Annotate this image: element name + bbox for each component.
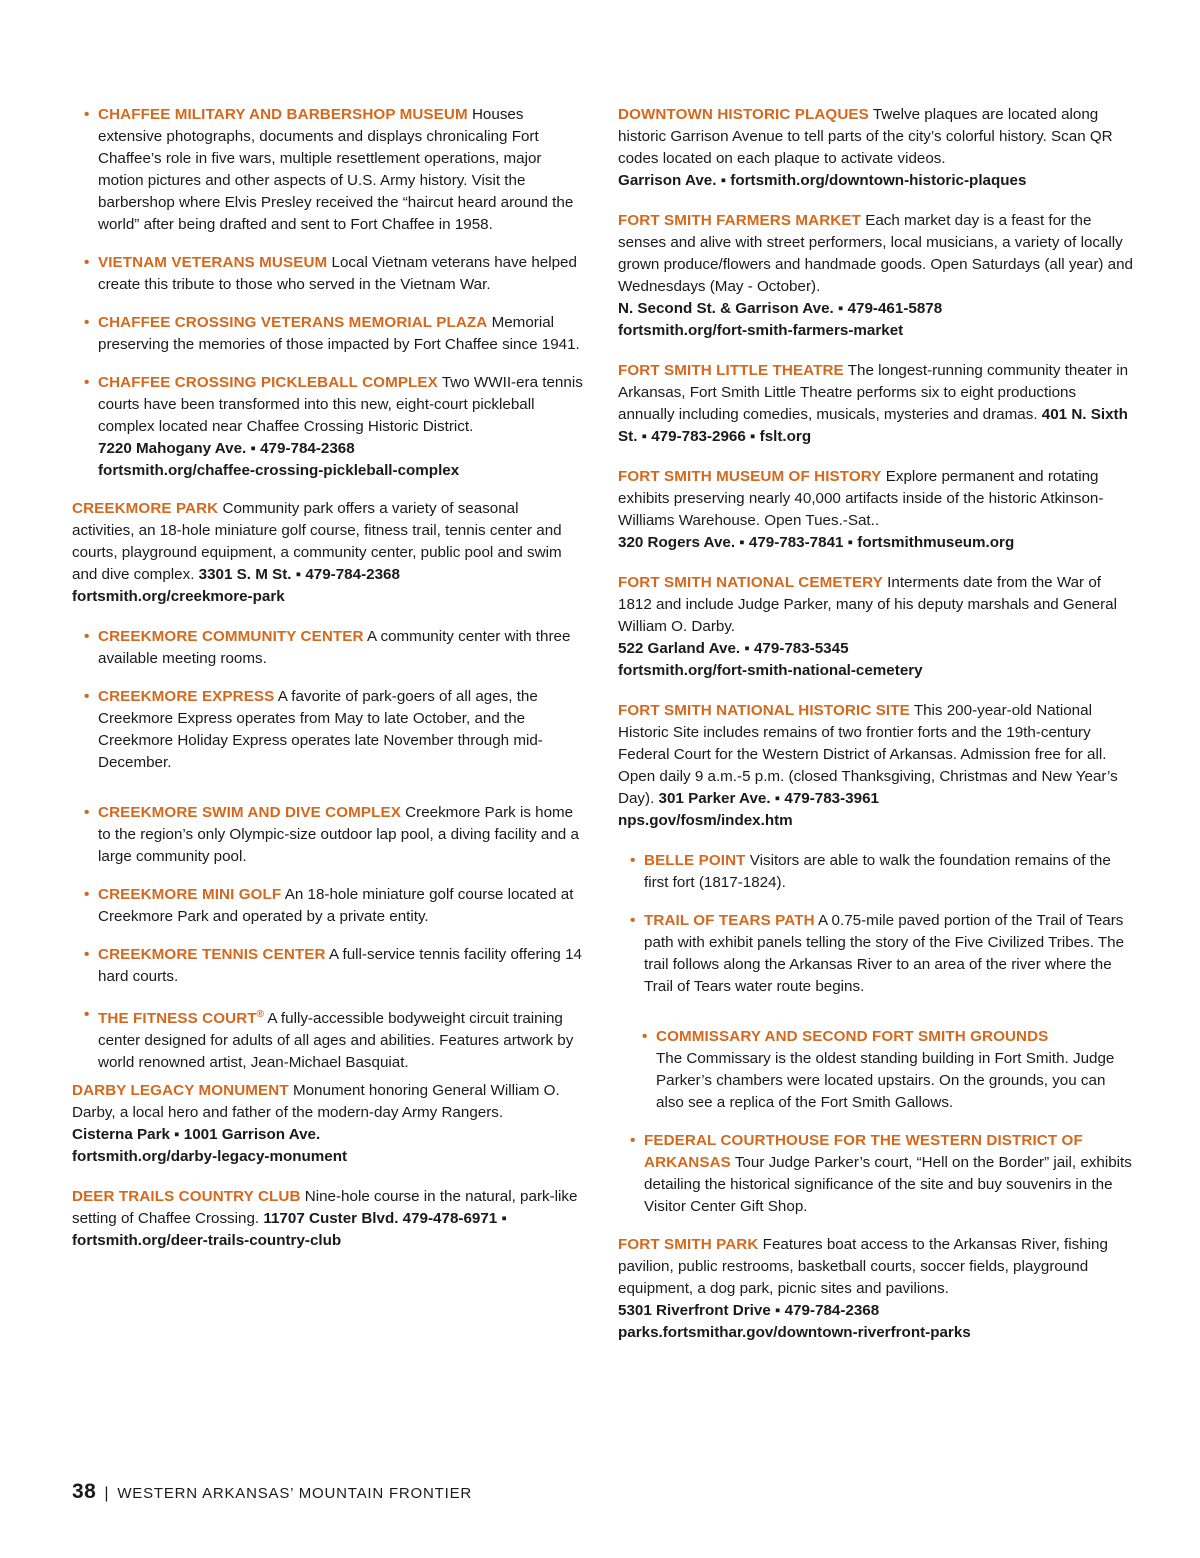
listing-description: Visitors are able to walk the foundation remains of the first fort (1817-1824).	[644, 852, 1111, 891]
listing-creekmore-swim	[72, 802, 584, 868]
listing-contact-line: 320 Rogers Ave. ▪ 479-783-7841 ▪ fortsmithmuseum.org	[618, 534, 1015, 551]
listing-deer-trails	[72, 1186, 584, 1252]
listing-contact-line: fortsmith.org/darby-legacy-monument	[72, 1148, 348, 1166]
listing-chaffee-museum	[72, 104, 584, 236]
listing-description: Tour Judge Parker’s court, “Hell on the Border” jail, exhibits detailing the historical significance of the site and buy souvenirs in the Visitor Center Gift Shop.	[644, 1154, 1132, 1215]
listing-contact-line: fortsmith.org/fort-smith-farmers-market	[618, 322, 904, 339]
listing-federal-courthouse	[618, 1130, 1133, 1218]
listing-description: Monument honoring General William O. Darby, a local hero and father of the modern-day Army Rangers.	[72, 1082, 560, 1122]
listing-name: COMMISSARY AND SECOND FORT SMITH GROUNDS	[656, 1028, 1049, 1045]
bullet-icon: •	[630, 852, 636, 869]
listing-historic-site	[618, 700, 1133, 832]
listing-contact-line: fortsmith.org/chaffee-crossing-pickleball-complex	[98, 462, 460, 479]
listing-contact-line: Garrison Ave. ▪ fortsmith.org/downtown-historic-plaques	[618, 172, 1027, 189]
listing-description: A full-service tennis facility offering 14 hard courts.	[98, 946, 582, 985]
listing-description: Local Vietnam veterans have helped create this tribute to those who served in the Vietnam War.	[98, 254, 577, 293]
listing-description: Two WWII-era tennis courts have been transformed into this new, eight-court pickleball complex located near Chaffee Crossing Historic District.	[98, 374, 583, 435]
listing-creekmore-park	[72, 498, 584, 608]
listing-description: Nine-hole course in the natural, park-like setting of Chaffee Crossing.	[72, 1188, 578, 1228]
listing-name: FORT SMITH LITTLE THEATRE	[618, 362, 844, 379]
listing-contact: 3301 S. M St. ▪ 479-784-2368	[198, 566, 400, 583]
bullet-icon: •	[84, 946, 90, 963]
listing-name: CREEKMORE SWIM AND DIVE COMPLEX	[98, 804, 401, 821]
listing-name: FORT SMITH MUSEUM OF HISTORY	[618, 468, 882, 485]
listing-commissary	[618, 1026, 1133, 1114]
listing-name: FORT SMITH FARMERS MARKET	[618, 212, 861, 229]
listing-contact-line: nps.gov/fosm/index.htm	[618, 812, 793, 829]
listing-contact-line: parks.fortsmithar.gov/downtown-riverfront-parks	[618, 1324, 971, 1341]
bullet-icon: •	[84, 106, 90, 123]
listing-description: A community center with three available meeting rooms.	[98, 628, 571, 667]
bullet-icon: •	[642, 1028, 648, 1045]
listing-name: CREEKMORE PARK	[72, 500, 219, 517]
listing-contact-line: fortsmith.org/creekmore-park	[72, 588, 285, 605]
listing-description: Community park offers a variety of seasonal activities, an 18-hole miniature golf course, fitness trail, tennis center and courts, playground equipment, a community center, public pool and swim and dive complex.	[72, 500, 562, 583]
listing-belle-point	[618, 850, 1133, 894]
page-footer	[72, 1480, 472, 1504]
bullet-icon: •	[84, 1006, 90, 1023]
listing-name: FORT SMITH PARK	[618, 1236, 759, 1253]
listing-little-theatre	[618, 360, 1133, 448]
bullet-icon: •	[630, 912, 636, 929]
listing-name: CREEKMORE MINI GOLF	[98, 886, 282, 903]
listing-fort-smith-park	[618, 1234, 1133, 1344]
footer-separator: |	[104, 1485, 110, 1502]
listing-name: FORT SMITH NATIONAL HISTORIC SITE	[618, 702, 910, 719]
listing-description: A favorite of park-goers of all ages, the Creekmore Express operates from May to late October, and the Creekmore Holiday Express operates late November through mid-December.	[98, 688, 543, 771]
listing-description: The longest-running community theater in Arkansas, Fort Smith Little Theatre performs six to eight productions annually including comedies, musicals, mysteries and dramas.	[618, 362, 1129, 423]
listing-description: A fully-accessible bodyweight circuit training center designed for adults of all ages and abilities. Features artwork by world renowned artist, Jean-Michael Basquiat.	[98, 1010, 574, 1072]
listing-memorial-plaza	[72, 312, 584, 356]
listing-contact-line: 7220 Mahogany Ave. ▪ 479-784-2368	[98, 440, 355, 457]
listing-name: DOWNTOWN HISTORIC PLAQUES	[618, 106, 869, 123]
listing-name: FORT SMITH NATIONAL CEMETERY	[618, 574, 883, 591]
listing-description: An 18-hole miniature golf course located at Creekmore Park and operated by a private entity.	[98, 886, 574, 925]
bullet-icon: •	[84, 314, 90, 331]
listing-description: This 200-year-old National Historic Site includes remains of two frontier forts and the 19th-century Federal Court for the Western District of Arkansas. Admission free for all. Open daily 9 a.m.-5 p.m. (closed Thanksgiving, Christmas and New Year’s Day).	[618, 702, 1118, 807]
listing-contact-line: Cisterna Park ▪ 1001 Garrison Ave.	[72, 1126, 321, 1144]
listing-name: CHAFFEE MILITARY AND BARBERSHOP MUSEUM	[98, 106, 468, 123]
page-number: 38	[72, 1480, 97, 1503]
listing-pickleball	[72, 372, 584, 482]
listing-description: Explore permanent and rotating exhibits preserving nearly 40,000 artifacts inside of the historic Atkinson-Williams Warehouse. Open Tues.-Sat..	[618, 468, 1104, 529]
listing-vietnam-museum	[72, 252, 584, 296]
listing-creekmore-golf	[72, 884, 584, 928]
bullet-icon: •	[84, 628, 90, 645]
listing-contact: 11707 Custer Blvd. 479-478-6971 ▪ fortsmith.org/deer-trails-country-club	[72, 1210, 507, 1250]
listing-creekmore-tennis	[72, 944, 584, 988]
listing-name: DARBY LEGACY MONUMENT	[72, 1082, 289, 1100]
listing-contact: 401 N. Sixth St. ▪ 479-783-2966 ▪ fslt.org	[618, 406, 1128, 445]
bullet-icon: •	[84, 254, 90, 271]
bullet-icon: •	[630, 1132, 636, 1149]
registered-mark: ®	[256, 1009, 265, 1020]
listing-darby	[72, 1080, 584, 1168]
listing-name: VIETNAM VETERANS MUSEUM	[98, 254, 328, 271]
listing-contact-line: fortsmith.org/fort-smith-national-cemetery	[618, 662, 923, 679]
listing-description: Features boat access to the Arkansas River, fishing pavilion, public restrooms, basketball courts, soccer fields, playground equipment, a dog park, picnic sites and pavilions.	[618, 1236, 1108, 1297]
listing-name: THE FITNESS COURT	[98, 1010, 257, 1028]
listing-name: CREEKMORE EXPRESS	[98, 688, 275, 705]
bullet-icon: •	[84, 688, 90, 705]
listing-name: CHAFFEE CROSSING PICKLEBALL COMPLEX	[98, 374, 438, 391]
listing-description: Interments date from the War of 1812 and include Judge Parker, many of his deputy marshals and General William O. Darby.	[618, 574, 1117, 635]
bullet-icon: •	[84, 886, 90, 903]
listing-description: The Commissary is the oldest standing building in Fort Smith. Judge Parker’s chambers were located upstairs. On the grounds, you can also see a replica of the Fort Smith Gallows.	[656, 1050, 1115, 1111]
listing-description: Each market day is a feast for the senses and alive with street performers, local musicians, a variety of locally grown produce/flowers and handmade goods. Open Saturdays (all year) and Wednesdays (May - October).	[618, 212, 1133, 295]
bullet-icon: •	[84, 804, 90, 821]
listing-plaques	[618, 104, 1133, 192]
listing-name: CREEKMORE TENNIS CENTER	[98, 946, 326, 963]
publication-title: WESTERN ARKANSAS’ MOUNTAIN FRONTIER	[117, 1485, 473, 1502]
listing-farmers-market	[618, 210, 1133, 342]
right-column	[618, 104, 1133, 1362]
left-column	[72, 104, 584, 1270]
listing-name: DEER TRAILS COUNTRY CLUB	[72, 1188, 301, 1206]
listing-description: Twelve plaques are located along historic Garrison Avenue to tell parts of the city’s colorful history. Scan QR codes located on each plaque to activate videos.	[618, 106, 1113, 167]
listing-creekmore-community	[72, 626, 584, 670]
listing-description: Creekmore Park is home to the region’s only Olympic-size outdoor lap pool, a diving facility and a large community pool.	[98, 804, 579, 865]
listing-description: Houses extensive photographs, documents and displays chronicaling Fort Chaffee’s role in five wars, multiple resettlement operations, major motion pictures and other aspects of U.S. Army history. Visit the barbershop where Elvis Presley received the “haircut heard around the world” after being drafted and sent to Fort Chaffee in 1958.	[98, 106, 574, 233]
listing-description: Memorial preserving the memories of those impacted by Fort Chaffee since 1941.	[98, 314, 580, 353]
listing-museum-history	[618, 466, 1133, 554]
listing-description: A 0.75-mile paved portion of the Trail of Tears path with exhibit panels telling the story of the Five Civilized Tribes. The trail follows along the Arkansas River to an area of the river where the Trail of Tears water route begins.	[644, 912, 1125, 995]
listing-name: CREEKMORE COMMUNITY CENTER	[98, 628, 364, 645]
listing-creekmore-express	[72, 686, 584, 774]
listing-contact-line: 522 Garland Ave. ▪ 479-783-5345	[618, 640, 849, 657]
listing-national-cemetery	[618, 572, 1133, 682]
listing-name: FEDERAL COURTHOUSE FOR THE WESTERN DISTRICT OF ARKANSAS	[644, 1132, 1083, 1171]
bullet-icon: •	[84, 374, 90, 391]
listing-name: BELLE POINT	[644, 852, 746, 869]
listing-name: CHAFFEE CROSSING VETERANS MEMORIAL PLAZA	[98, 314, 488, 331]
listing-contact-line: N. Second St. & Garrison Ave. ▪ 479-461-5878	[618, 300, 943, 317]
listing-fitness-court	[72, 1004, 584, 1074]
listing-contact-line: 5301 Riverfront Drive ▪ 479-784-2368	[618, 1302, 880, 1319]
listing-trail-of-tears	[618, 910, 1133, 998]
listing-contact: 301 Parker Ave. ▪ 479-783-3961	[658, 790, 879, 807]
listing-name: TRAIL OF TEARS PATH	[644, 912, 815, 929]
